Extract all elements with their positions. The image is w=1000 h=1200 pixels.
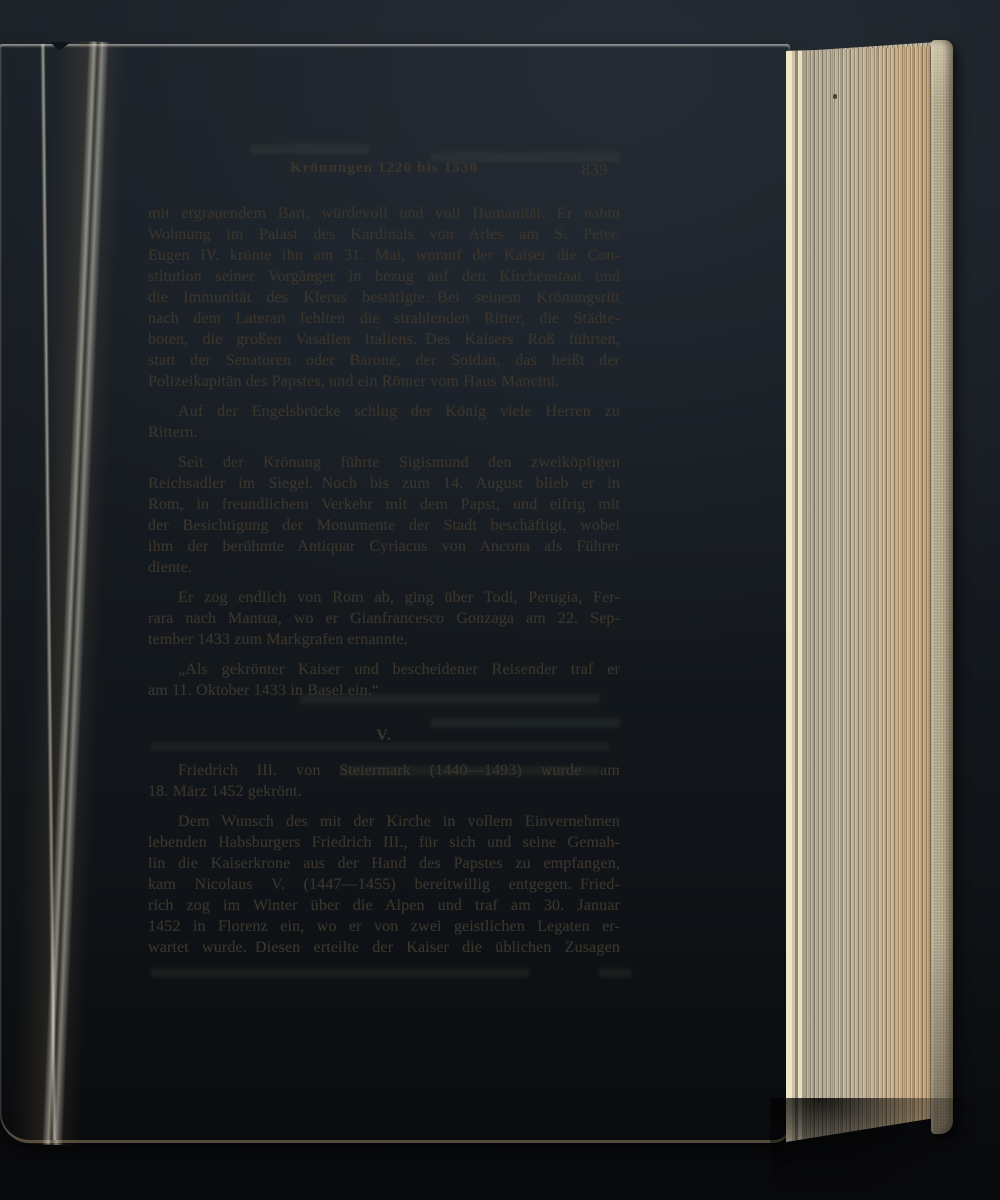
text-line: kam Nicolaus V. (1447—1455) bereitwillig entgegen. Fried- (148, 876, 620, 893)
paragraph (148, 401, 620, 443)
text-line: Eugen IV. krönte ihn am 31. Mai, worauf der Kaiser die Con- (148, 247, 620, 264)
gutter-top-notch (50, 42, 71, 51)
text-line: Dem Wunsch des mit der Kirche in vollem Einvernehmen (178, 813, 620, 830)
text-line: boten, die großen Vasallen Italiens. Des Kaisers Roß führten, (148, 331, 620, 348)
paragraph (148, 811, 620, 958)
bleedthrough-ghost (250, 144, 370, 154)
text-line: nach dem Lateran fehlten die strahlenden Ritter, die Städte- (148, 310, 620, 327)
text-line: „Als gekrönter Kaiser und bescheidener Reisender traf er (178, 661, 620, 678)
text-line: lebenden Habsburgers Friedrich III., für sich und seine Gemah- (148, 834, 620, 851)
text-line: Polizeikapitän des Papstes, und ein Römer vom Haus Mancini. (148, 373, 560, 390)
running-header (148, 160, 620, 182)
text-line: der Besichtigung der Monumente der Stadt beschäftigt, wobei (148, 517, 620, 534)
bleedthrough-ghost (150, 968, 530, 978)
paragraph (148, 760, 620, 802)
page-stack-fore-edge (786, 46, 935, 1142)
text-line: stitution seiner Vorgänger in bezug auf den Kirchenstaat und (148, 268, 620, 285)
text-line: rara nach Mantua, wo er Gianfrancesco Gonzaga am 22. Sep- (148, 610, 620, 627)
bleedthrough-ghost (598, 968, 632, 978)
text-line: mit ergrauendem Bart, würdevoll und voll Humanität. Er nahm (148, 205, 620, 222)
text-line: tember 1433 zum Markgrafen ernannte. (148, 631, 408, 648)
book-page (0, 44, 790, 1140)
text-line: Auf der Engelsbrücke schlug der König viele Herren zu (178, 403, 620, 420)
text-line: Seit der Krönung führte Sigismund den zweiköpfigen (178, 454, 620, 471)
text-line: wartet wurde. Diesen erteilte der Kaiser die üblichen Zusagen (148, 939, 620, 956)
paragraph (148, 203, 620, 392)
paragraph (148, 452, 620, 578)
text-line: ihm der berühmte Antiquar Cyriacus von Ancona als Führer (148, 538, 620, 555)
running-header-title: Krönungen 1220 bis 1530 (289, 160, 479, 176)
book-shadow (770, 1098, 1000, 1200)
text-line: Er zog endlich von Rom ab, ging über Todi, Perugia, Fer- (178, 589, 620, 606)
text-line: am 11. Oktober 1433 in Basel ein.“ (148, 682, 380, 699)
text-line: 1452 in Florenz ein, wo er von zwei geistlichen Legaten er- (148, 918, 620, 935)
text-line: die Immunität des Klerus bestätigte. Bei seinem Krönungsritt (148, 289, 620, 306)
text-line: Wohnung im Palast des Kardinals von Arles am S. Peter. (148, 226, 620, 243)
text-line: Friedrich III. von Steiermark (1440—1493) wurde am (178, 762, 620, 779)
section-heading: V. (376, 727, 392, 744)
paragraph (148, 587, 620, 650)
page-gutter-fold (10, 40, 126, 1146)
paper-speck (833, 94, 837, 99)
paragraph (148, 659, 620, 701)
text-line: statt der Senatoren oder Barone, der Soldan, das heißt der (148, 352, 620, 369)
text-line: Rittern. (148, 424, 198, 441)
text-line: diente. (148, 559, 193, 576)
text-line: lin die Kaiserkrone aus der Hand des Papstes zu empfangen, (148, 855, 620, 872)
text-line: rich zog im Winter über die Alpen und traf am 30. Januar (148, 897, 620, 914)
page-number: 839 (581, 160, 608, 179)
text-line: 18. März 1452 gekrönt. (148, 783, 302, 800)
book-cover-spine (931, 40, 953, 1134)
printed-page-content (148, 160, 620, 958)
text-line: Rom, in freundlichem Verkehr mit dem Papst, und eifrig mit (148, 496, 620, 513)
body-text (148, 203, 620, 958)
text-line: Reichsadler im Siegel. Noch bis zum 14. August blieb er in (148, 475, 620, 492)
